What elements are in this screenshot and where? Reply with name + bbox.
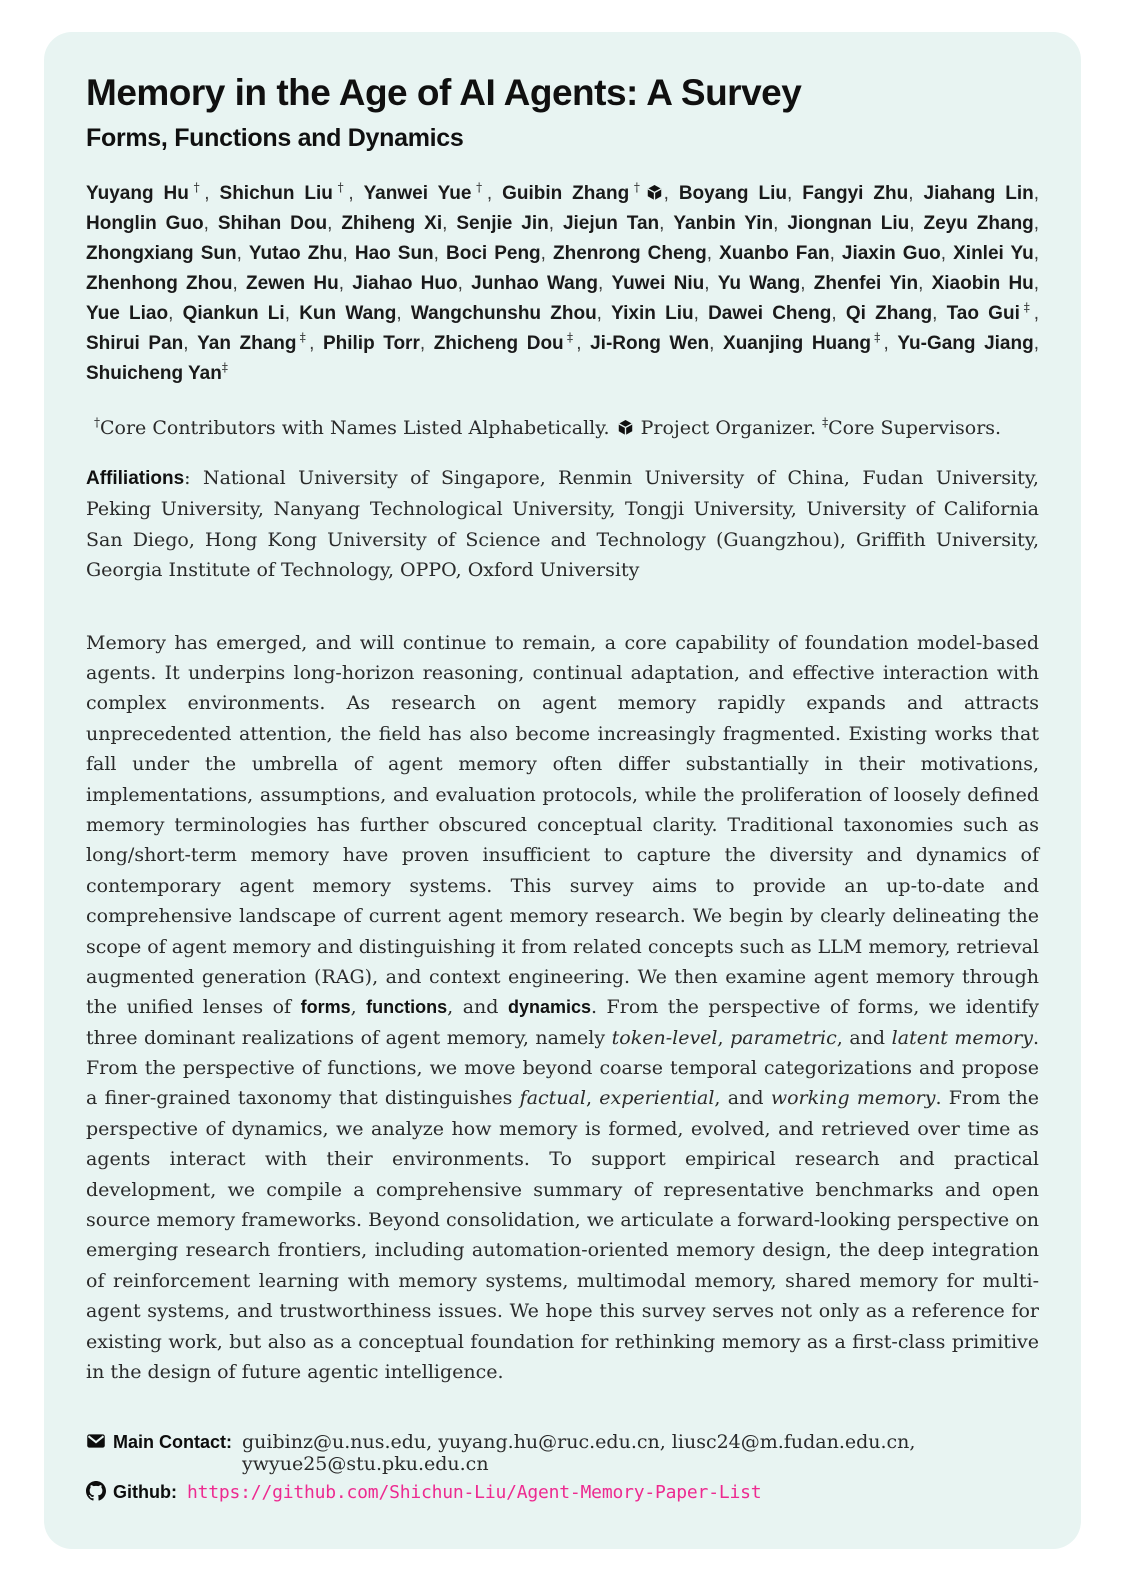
author-separator: , [883,332,898,354]
author-name: Yu Wang [717,272,801,294]
author-name: Jiejun Tan [562,212,660,234]
contact-github-row [86,1481,1039,1503]
author-name: Xinlei Yu [953,242,1034,264]
author-separator: , [338,272,353,294]
author-separator: , [1033,332,1039,354]
author-separator: , [597,272,612,294]
author-separator: , [663,182,679,204]
author-name: Yutao Zhu [248,242,343,264]
affiliation-marker: ‡ [221,360,228,375]
affiliation-marker: ‡ [296,330,310,345]
author-separator: , [706,242,720,264]
author-name: Shirui Pan [86,332,184,354]
author-separator: , [1033,182,1040,204]
author-name: Fangyi Zhu [802,182,909,204]
author-name: Jiongnan Liu [787,212,910,234]
author-name: Qiankun Li [182,302,285,324]
author-separator: , [773,212,788,234]
author-separator: , [348,182,364,204]
author-separator: , [1033,212,1040,234]
author-name: Yu-Gang Jiang [897,332,1034,354]
author-separator: , [457,272,472,294]
author-name: Xuanbo Fan [719,242,830,264]
author-name: Zhicheng Dou‡ [433,330,577,354]
author-separator: , [183,332,198,354]
author-separator: , [596,302,612,324]
affiliations [86,463,1039,586]
author-name: Jiahao Huo [352,272,458,294]
author-name: Tao Gui‡ [946,300,1034,324]
author-separator: , [1033,272,1040,294]
author-separator: , [396,302,411,324]
author-separator: , [709,332,724,354]
cube-icon [617,419,634,436]
author-name: Zeyu Zhang [923,212,1034,234]
author-separator: , [693,302,709,324]
github-icon [86,1481,106,1501]
author-separator: , [576,332,591,354]
author-separator: , [829,242,842,264]
author-name: Yanbin Yin [673,212,774,234]
author-separator: , [1033,242,1040,264]
author-name: Hao Sun [354,242,434,264]
author-separator: , [284,302,300,324]
author-separator: , [232,272,247,294]
author-name: Honglin Guo [86,212,204,234]
author-name: Yuwei Niu [611,272,705,294]
author-separator: , [932,302,947,324]
paper-title: Memory in the Age of AI Agents: A Survey [86,72,802,113]
author-separator: , [168,302,183,324]
author-separator: , [909,212,924,234]
author-separator: , [659,212,674,234]
author-name: Xuanjing Huang‡ [723,330,884,354]
author-name: Yanwei Yue† [363,180,487,204]
author-separator: , [419,332,434,354]
author-name: Ji-Rong Wen [590,332,710,354]
author-name: Boyang Liu [678,182,787,204]
cube-icon [646,184,663,201]
author-separator: , [786,182,803,204]
author-name: Yue Liao [86,302,169,324]
author-name: Yuyang Hu† [86,180,205,204]
author-name: Jiaxin Guo [841,242,941,264]
author-name: Dawei Cheng [708,302,832,324]
contact-block [86,1431,1039,1503]
author-name: Zhongxiang Sun [86,242,237,264]
contact-main-row [86,1431,1039,1475]
author-separator: , [442,212,457,234]
affiliation-marker: ‡ [563,330,577,345]
author-name: Yan Zhang‡ [197,330,310,354]
author-separator: , [800,272,814,294]
affiliation-marker: ‡ [1019,300,1034,315]
affiliations-separator: : [184,467,203,490]
author-name: Zewen Hu [246,272,339,294]
affiliation-marker: † [471,180,487,195]
author-name: Shihan Dou [217,212,328,234]
author-name: Shuicheng Yan‡ [86,360,228,384]
author-list [86,179,1039,389]
affiliations-text: National University of Singapore, Renmin University of China, Fudan University, Peking University, Nanyang Technological University, Tongji University, University of California San Diego, Hong Kong University of Science and Technology (Guangzhou), Griffith University, Georgia Institute of Technology, OPPO, Oxford University [86,467,1039,582]
author-separator: , [236,242,249,264]
affiliation-marker: ‡ [870,330,884,345]
author-separator: , [203,212,218,234]
contributor-note: †Core Contributors with Names Listed Alphabetically. Project Organizer. ‡Core Supervisors. [94,415,1002,439]
author-name: Philip Torr [322,332,420,354]
author-name: Xiaobin Hu [931,272,1034,294]
author-name: Boci Peng [446,242,541,264]
affiliation-marker: ‡ [822,415,829,430]
author-name: Shichun Liu† [219,180,349,204]
affiliation-marker: † [94,415,100,430]
author-separator: , [548,212,563,234]
author-name: Zhiheng Xi [341,212,443,234]
author-name: Zhenrong Cheng [553,242,707,264]
main-contact-label: Main Contact: [86,1431,232,1453]
author-separator: , [831,302,846,324]
author-name: Jiahang Lin [923,182,1034,204]
author-name: Wangchunshu Zhou [410,302,597,324]
author-separator: , [309,332,323,354]
author-name: Zhenhong Zhou [86,272,233,294]
github-link[interactable]: https://github.com/Shichun-Liu/Agent-Memory-Paper-List [186,1482,762,1504]
author-separator: , [940,242,954,264]
author-separator: , [327,212,342,234]
author-separator: , [1033,302,1039,324]
github-label: Github: [86,1481,177,1503]
author-separator: , [486,182,503,204]
affiliation-marker: † [332,180,349,195]
author-name: Zhenfei Yin [813,272,919,294]
author-name: Senjie Jin [456,212,549,234]
author-separator: , [342,242,355,264]
main-contact-emails: guibinz@u.nus.edu, yuyang.hu@ruc.edu.cn, liusc24@m.fudan.edu.cn, ywyue25@stu.pku.edu.cn [242,1431,916,1476]
author-name: Junhao Wang [471,272,598,294]
author-name: Guibin Zhang† [502,183,664,204]
author-separator: , [204,182,220,204]
envelope-icon [86,1431,106,1451]
author-separator: , [918,272,932,294]
author-separator: , [433,242,446,264]
author-separator: , [704,272,718,294]
abstract: Memory has emerged, and will continue to remain, a core capability of foundation model-based agents. It underpins long-horizon reasoning, continual adaptation, and effective interaction with complex environments. As research on agent memory rapidly expands and attracts unprecedented attention, the field has also become increasingly fragmented. Existing works that fall under the umbrella of agent memory often differ substantially in their motivations, implementations, assumptions, and evaluation protocols, while the proliferation of loosely defined memory terminologies has further obscured conceptual clarity. Traditional taxonomies such as long/short-term memory have proven insufficient to capture the diversity and dynamics of contemporary agent memory systems. This survey aims to provide an up-to-date and comprehensive landscape of current agent memory research. We begin by clearly delineating the scope of agent memory and distinguishing it from related concepts such as LLM memory, retrieval augmented generation (RAG), and context engineering. We then examine agent memory through the unified lenses of forms, functions, and dynamics. From the perspective of forms, we identify three dominant realizations of agent memory, namely token-level, parametric, and latent memory. From the perspective of functions, we move beyond coarse temporal categorizations and propose a finer-grained taxonomy that distinguishes factual, experiential, and working memory. From the perspective of dynamics, we analyze how memory is formed, evolved, and retrieved over time as agents interact with their environments. To support empirical research and practical development, we compile a comprehensive summary of representative benchmarks and open source memory frameworks. Beyond consolidation, we articulate a forward-looking perspective on emerging research frontiers, including automation-oriented memory design, the deep integration of reinforcement learning with memory systems, multimodal memory, shared memory for multi-agent systems, and trustworthiness issues. We hope this survey serves not only as a reference for existing work, but also as a conceptual foundation for rethinking memory as a first-class primitive in the design of future agentic intelligence. [86,631,1039,1383]
paper-card [44,32,1081,1549]
paper-subtitle: Forms, Functions and Dynamics [86,123,464,152]
affiliation-marker: † [629,180,645,195]
affiliation-marker: † [188,180,205,195]
author-name: Qi Zhang [845,302,933,324]
affiliations-label: Affiliations [86,468,185,490]
author-separator: , [908,182,924,204]
author-separator: , [540,242,553,264]
author-name: Yixin Liu [611,302,694,324]
author-name: Kun Wang [299,302,397,324]
